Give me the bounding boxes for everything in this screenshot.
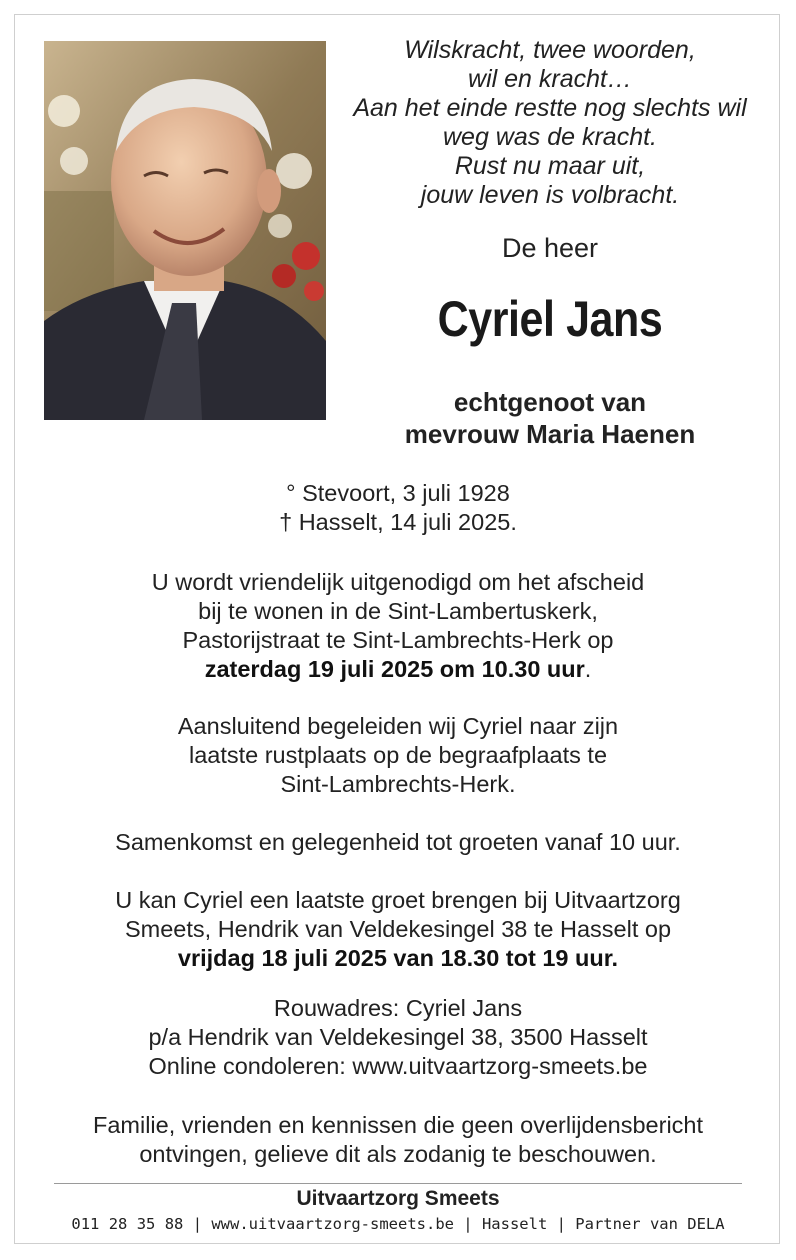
funeral-home-name: Uitvaartzorg Smeets — [296, 1187, 500, 1210]
poem-line: wil en kracht… — [468, 65, 632, 93]
spouse-line: echtgenoot van — [453, 387, 647, 417]
condolence-line: Online condoleren: www.uitvaartzorg-smeets.be — [148, 1053, 648, 1079]
address-line: Rouwadres: Cyriel Jans — [273, 995, 523, 1021]
deceased-name: Cyriel Jans — [437, 291, 663, 347]
death-date: † Hasselt, 14 juli 2025. — [279, 509, 517, 535]
ceremony-period: . — [584, 656, 592, 682]
poem-line: weg was de kracht. — [443, 123, 657, 151]
portrait-photo — [44, 41, 326, 420]
poem-line: jouw leven is volbracht. — [420, 181, 680, 209]
notice-line: Familie, vrienden en kennissen die geen overlijdensbericht — [92, 1112, 704, 1138]
ceremony-line: bij te wonen in de Sint-Lambertuskerk, — [198, 598, 598, 624]
visitation-line: U kan Cyriel een laatste groet brengen bij Uitvaartzorg — [115, 887, 681, 913]
honorific: De heer — [501, 233, 599, 263]
burial-line: laatste rustplaats op de begraafplaats te — [188, 742, 608, 768]
ceremony-line: Pastorijstraat te Sint-Lambrechts-Herk op — [182, 627, 614, 653]
ceremony-datetime: zaterdag 19 juli 2025 om 10.30 uur — [204, 656, 585, 682]
funeral-home-contact: 011 28 35 88 | www.uitvaartzorg-smeets.be | Hasselt | Partner van DELA — [71, 1215, 725, 1233]
visitation-block — [0, 886, 796, 973]
poem — [340, 36, 760, 210]
visitation-line: Smeets, Hendrik van Veldekesingel 38 te Hasselt op — [124, 916, 672, 942]
address-line: p/a Hendrik van Veldekesingel 38, 3500 Hasselt — [148, 1024, 648, 1050]
burial-block — [0, 712, 796, 799]
ceremony-datetime-line — [0, 655, 796, 684]
birth-date: ° Stevoort, 3 juli 1928 — [286, 480, 510, 506]
ceremony-block — [0, 568, 796, 684]
spouse-name: mevrouw Maria Haenen — [404, 419, 696, 449]
poem-line: Wilskracht, twee woorden, — [404, 36, 696, 64]
notice-block — [0, 1111, 796, 1169]
poem-line: Aan het einde restte nog slechts wil — [353, 94, 747, 122]
notice-line: ontvingen, gelieve dit als zodanig te beschouwen. — [139, 1141, 657, 1167]
footer-divider — [54, 1183, 742, 1184]
burial-line: Aansluitend begeleiden wij Cyriel naar zijn — [177, 713, 619, 739]
poem-line: Rust nu maar uit, — [454, 152, 646, 180]
gathering-line: Samenkomst en gelegenheid tot groeten vanaf 10 uur. — [115, 829, 681, 855]
address-block — [0, 994, 796, 1081]
spouse-block — [340, 386, 760, 450]
gathering-block — [0, 828, 796, 857]
visitation-datetime: vrijdag 18 juli 2025 van 18.30 tot 19 uur. — [177, 945, 619, 971]
dates-block — [0, 479, 796, 537]
ceremony-line: U wordt vriendelijk uitgenodigd om het afscheid — [151, 569, 645, 595]
burial-line: Sint-Lambrechts-Herk. — [280, 771, 516, 797]
